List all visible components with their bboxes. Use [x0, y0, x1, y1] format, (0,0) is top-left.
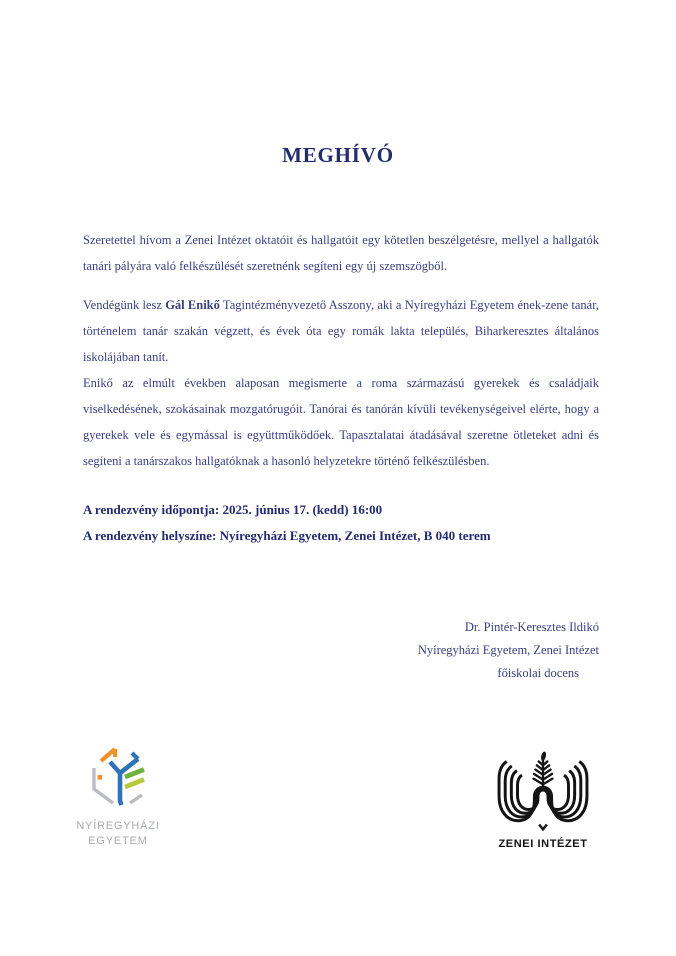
guest-after-text: Tagintézményvezető Asszony, aki a Nyíregyházi Egyetem ének-zene tanár, történelem tanár szakán végzett, és évek óta egy romák lakta település, Biharkeresztes általános iskolájában tanít.	[83, 298, 599, 364]
university-logo-line2: EGYETEM	[88, 835, 148, 847]
event-details	[83, 497, 599, 549]
university-logo	[70, 746, 166, 849]
signature-position: főiskolai docens	[497, 666, 579, 680]
nye-cube-icon	[89, 746, 147, 816]
document-title: MEGHÍVÓ	[282, 143, 394, 168]
guest-name: Gál Enikő	[165, 298, 220, 312]
signature-name: Dr. Pintér-Keresztes Ildikó	[464, 620, 599, 634]
about-guest-paragraph: Enikő az elmúlt években alaposan megismerte a roma származású gyerekek és családjaik viselkedésének, szokásainak mozgatórugóit. Tanórai és tanórán kívüli tevékenységeivel elérte, hogy a gyerekek vele és egymással is együttműködőek. Tapasztalatai átadásával szeretne ötleteket adni és segíteni a tanárszakos hallgatóknak a hasonló helyzetekre történő felkészülésben.	[83, 376, 599, 468]
institute-logo-label: ZENEI INTÉZET	[498, 838, 588, 850]
signature-organization: Nyíregyházi Egyetem, Zenei Intézet	[417, 643, 599, 657]
intro-paragraph	[83, 227, 599, 279]
event-time-line: A rendezvény időpontja: 2025. június 17. (kedd) 16:00	[83, 502, 383, 517]
zenei-intezet-lyre-icon	[495, 750, 591, 836]
university-logo-text	[70, 819, 166, 849]
institute-logo	[494, 750, 592, 850]
intro-text: Szeretettel hívom a Zenei Intézet oktatóit és hallgatóit egy kötetlen beszélgetésre, mellyel a hallgatók tanári pályára való felkészülését szeretnénk segíteni egy új szemszögből.	[83, 233, 599, 273]
signature-block	[83, 616, 599, 685]
guest-before-text: Vendégünk lesz	[83, 298, 166, 312]
event-location-line: A rendezvény helyszíne: Nyíregyházi Egyetem, Zenei Intézet, B 040 terem	[83, 528, 491, 543]
guest-paragraphs	[83, 292, 599, 474]
university-logo-line1: NYÍREGYHÁZI	[76, 820, 160, 832]
guest-paragraph	[83, 292, 599, 370]
